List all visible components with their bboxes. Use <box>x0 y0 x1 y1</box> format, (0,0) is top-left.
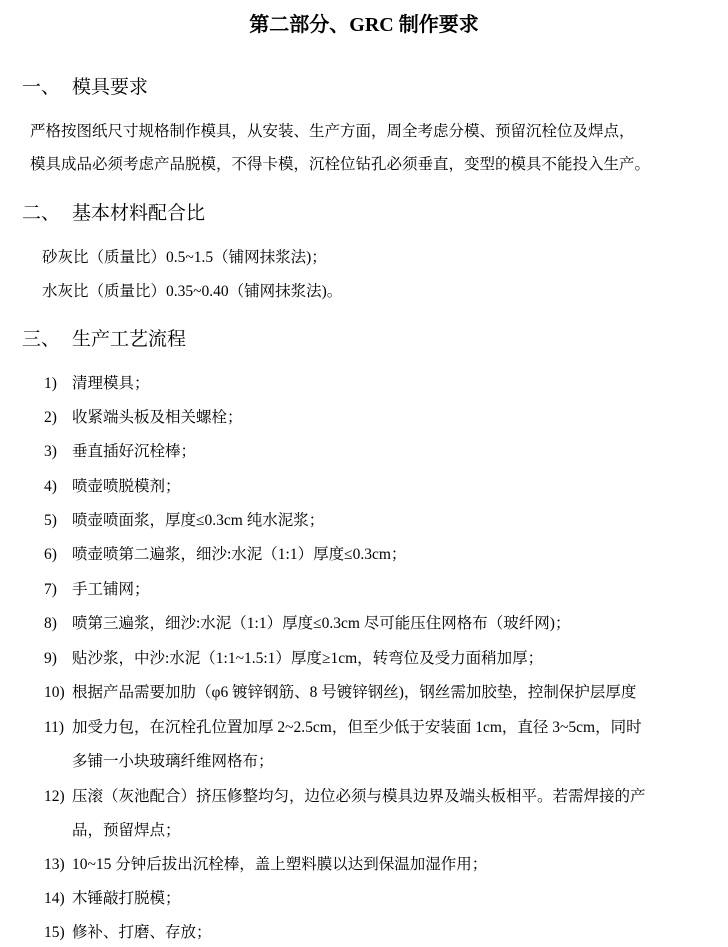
step-text-continued: 多铺一小块玻璃纤维网格布； <box>72 753 274 770</box>
section-title: 基本材料配合比 <box>72 203 206 224</box>
step-number: 5) <box>44 512 57 529</box>
step-text: 压滚（灰池配合）挤压修整均匀，边位必须与模具边界及端头板相平。若需焊接的产 <box>72 788 646 805</box>
paragraph-line: 水灰比（质量比）0.35~0.40（铺网抹浆法)。 <box>42 283 343 300</box>
section-heading-materials <box>22 200 205 228</box>
step-number: 6) <box>44 546 57 563</box>
step-number: 8) <box>44 615 57 632</box>
step-text: 喷壶喷第二遍浆，细沙:水泥（1:1）厚度≤0.3cm； <box>72 546 407 563</box>
step-number: 12) <box>44 788 65 805</box>
step-number: 10) <box>44 684 65 701</box>
section-heading-process <box>22 326 186 354</box>
step-text: 清理模具； <box>72 375 150 392</box>
step-number: 2) <box>44 409 57 426</box>
page-title: 第二部分、GRC 制作要求 <box>249 14 479 36</box>
step-number: 3) <box>44 443 57 460</box>
section-number: 三、 <box>22 329 61 350</box>
step-text: 收紧端头板及相关螺栓； <box>72 409 243 426</box>
step-number: 9) <box>44 650 57 667</box>
step-text: 喷壶喷面浆，厚度≤0.3cm 纯水泥浆； <box>72 512 325 529</box>
step-text: 贴沙浆，中沙:水泥（1:1~1.5:1）厚度≥1cm，转弯位及受力面稍加厚； <box>72 650 544 667</box>
paragraph-line: 砂灰比（质量比）0.5~1.5（铺网抹浆法)； <box>42 249 327 266</box>
step-number: 1) <box>44 375 57 392</box>
step-number: 7) <box>44 581 57 598</box>
step-text: 垂直插好沉栓棒； <box>72 443 197 460</box>
section-title: 模具要求 <box>72 77 149 98</box>
step-text: 手工铺网； <box>72 581 150 598</box>
step-text: 木锤敲打脱模； <box>72 890 181 907</box>
section-title: 生产工艺流程 <box>72 329 187 350</box>
section-number: 一、 <box>22 77 61 98</box>
step-text: 根据产品需要加肋（φ6 镀锌钢筋、8 号镀锌钢丝)，钢丝需加胶垫，控制保护层厚度 <box>72 684 637 701</box>
step-number: 11) <box>44 719 65 736</box>
paragraph-line: 模具成品必须考虑产品脱模，不得卡模，沉栓位钻孔必须垂直，变型的模具不能投入生产。 <box>30 156 651 173</box>
step-text: 10~15 分钟后拔出沉栓棒，盖上塑料膜以达到保温加湿作用； <box>72 856 488 873</box>
section-heading-mold <box>22 74 148 102</box>
step-text: 修补、打磨、存放； <box>72 924 212 941</box>
paragraph-line: 严格按图纸尺寸规格制作模具，从安装、生产方面，周全考虑分模、预留沉栓位及焊点， <box>30 123 635 140</box>
section-number: 二、 <box>22 203 61 224</box>
step-text: 喷第三遍浆，细沙:水泥（1:1）厚度≤0.3cm 尽可能压住网格布（玻纤网)； <box>72 615 571 632</box>
step-number: 15) <box>44 924 65 941</box>
step-text-continued: 品，预留焊点； <box>72 822 181 839</box>
step-number: 13) <box>44 856 65 873</box>
step-number: 14) <box>44 890 65 907</box>
step-text: 加受力包，在沉栓孔位置加厚 2~2.5cm，但至少低于安装面 1cm，直径 3~5cm，同时 <box>72 719 642 736</box>
step-number: 4) <box>44 478 57 495</box>
step-text: 喷壶喷脱模剂； <box>72 478 181 495</box>
